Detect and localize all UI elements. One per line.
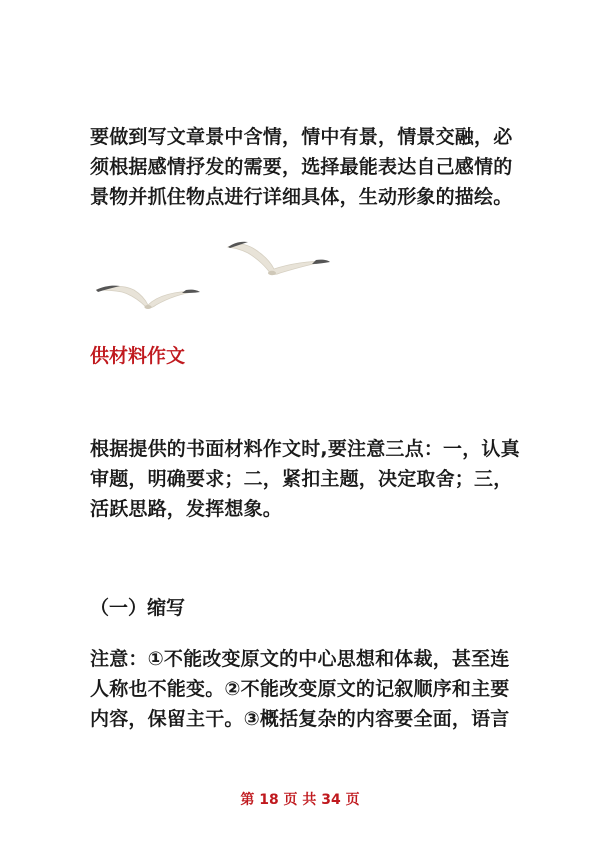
intro-paragraph bbox=[90, 122, 520, 212]
paragraph-line: 活跃思路，发挥想象。 bbox=[90, 498, 283, 520]
paragraph-line: 景物并抓住物点进行详细具体，生动形象的描绘。 bbox=[90, 186, 513, 208]
subheading: （一）缩写 bbox=[90, 597, 186, 619]
notes-paragraph bbox=[90, 644, 520, 734]
material-paragraph bbox=[90, 434, 520, 524]
paragraph-line: 注意：①不能改变原文的中心思想和体裁，甚至连 bbox=[90, 648, 510, 670]
paragraph-line: 人称也不能变。②不能改变原文的记叙顺序和主要 bbox=[90, 678, 510, 700]
paragraph-line: 须根据感情抒发的需要，选择最能表达自己感情的 bbox=[90, 156, 513, 178]
section-heading: 供材料作文 bbox=[90, 345, 186, 367]
seagull-right-icon bbox=[228, 242, 330, 275]
seagulls-icon bbox=[90, 235, 340, 320]
paragraph-line: 要做到写文章景中含情，情中有景，情景交融，必 bbox=[90, 126, 513, 148]
paragraph-line: 内容，保留主干。③概括复杂的内容要全面，语言 bbox=[90, 708, 510, 730]
seagull-left-icon bbox=[96, 286, 200, 309]
page-number: 第 18 页 共 34 页 bbox=[240, 792, 360, 808]
paragraph-line: 审题，明确要求；二，紧扣主题，决定取舍；三， bbox=[90, 468, 513, 490]
paragraph-line: 根据提供的书面材料作文时,要注意三点：一，认真 bbox=[90, 438, 520, 460]
